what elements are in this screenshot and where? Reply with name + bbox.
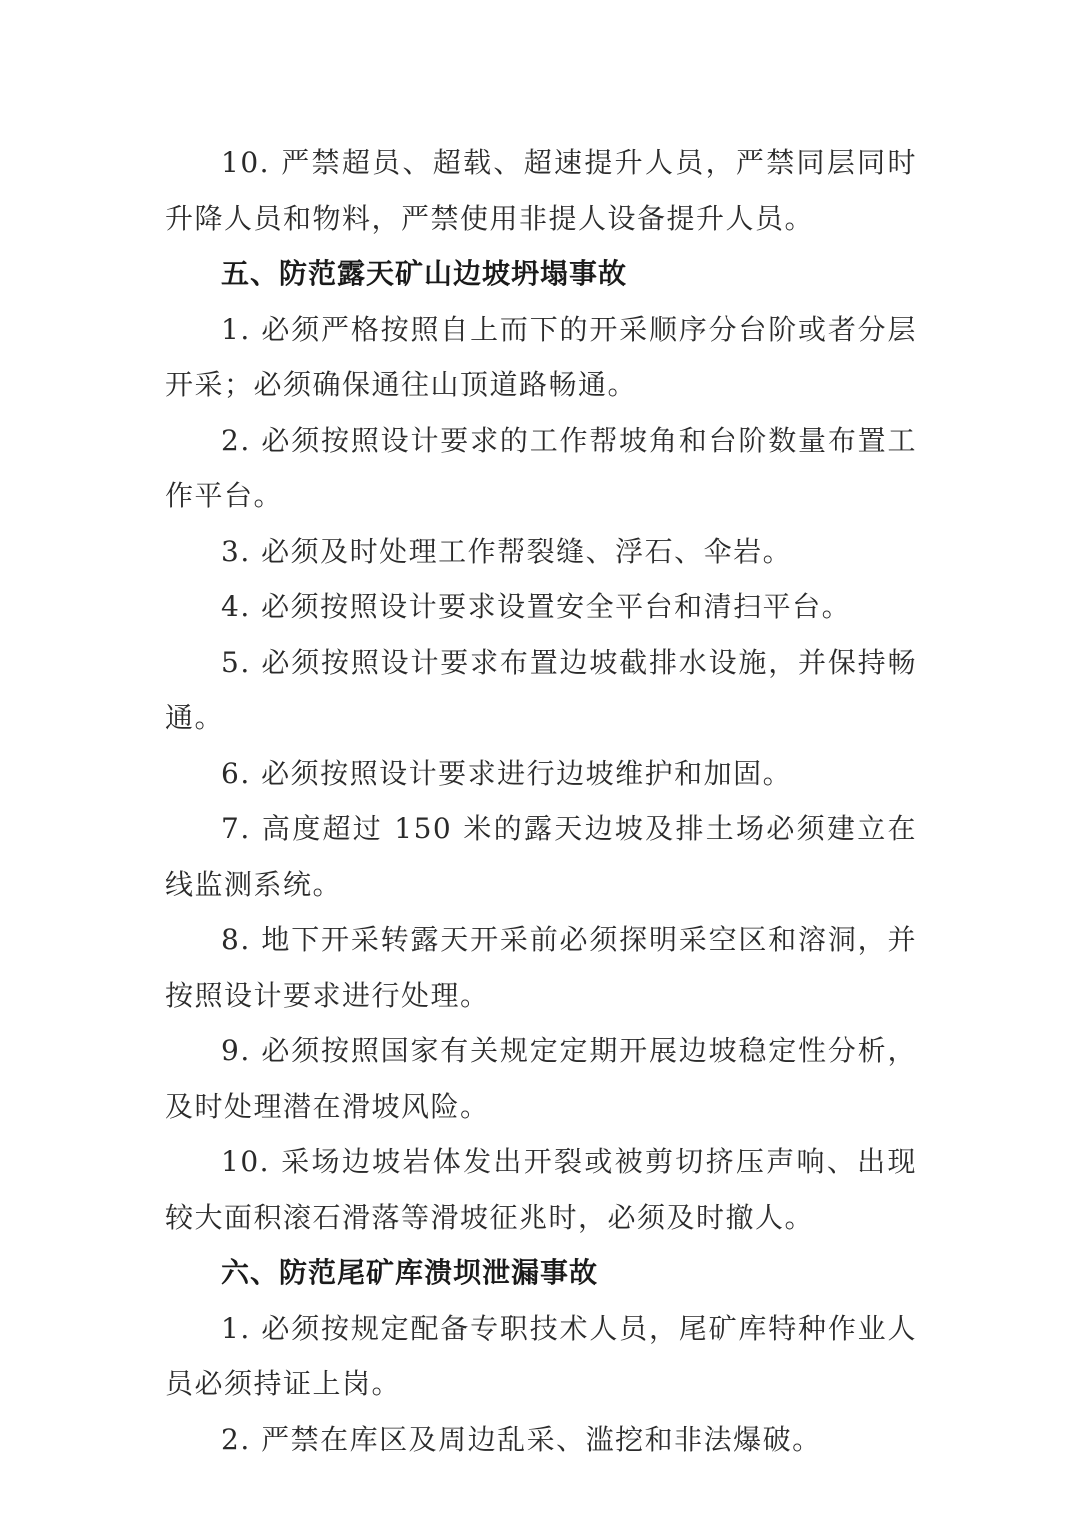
paragraph-item-7-monitoring: 7. 高度超过 150 米的露天边坡及排土场必须建立在线监测系统。: [165, 812, 917, 901]
paragraph-item-2-prohibition: 2. 严禁在库区及周边乱采、滥挖和非法爆破。: [221, 1422, 822, 1456]
paragraph-item-8-goaf: 8. 地下开采转露天开采前必须探明采空区和溶洞，并按照设计要求进行处理。: [165, 923, 917, 1012]
paragraph-item-4-safety-platform: 4. 必须按照设计要求设置安全平台和清扫平台。: [221, 590, 852, 623]
paragraph-item-1-mining-sequence: 1. 必须严格按照自上而下的开采顺序分台阶或者分层开采；必须确保通往山顶道路畅通。: [165, 312, 917, 401]
section-heading-5: 五、防范露天矿山边坡坍塌事故: [221, 257, 628, 290]
paragraph-item-5-drainage: 5. 必须按照设计要求布置边坡截排水设施，并保持畅通。: [165, 645, 917, 734]
paragraph-item-10-evacuation: 10. 采场边坡岩体发出开裂或被剪切挤压声响、出现较大面积滚石滑落等滑坡征兆时，必须及时撤人。: [165, 1145, 917, 1234]
section-heading-6: 六、防范尾矿库溃坝泄漏事故: [221, 1256, 599, 1289]
paragraph-item-3-cracks: 3. 必须及时处理工作帮裂缝、浮石、伞岩。: [221, 534, 793, 568]
paragraph-item-6-maintenance: 6. 必须按照设计要求进行边坡维护和加固。: [221, 756, 793, 790]
paragraph-item-2-working-platform: 2. 必须按照设计要求的工作帮坡角和台阶数量布置工作平台。: [165, 423, 917, 512]
paragraph-item-10-hoisting: 10. 严禁超员、超载、超速提升人员，严禁同层同时升降人员和物料，严禁使用非提人设备提升人员。: [165, 146, 917, 235]
paragraph-item-9-stability: 9. 必须按照国家有关规定定期开展边坡稳定性分析，及时处理潜在滑坡风险。: [165, 1034, 917, 1123]
document-body: [165, 135, 917, 1467]
paragraph-item-1-staffing: 1. 必须按规定配备专职技术人员，尾矿库特种作业人员必须持证上岗。: [165, 1311, 917, 1400]
